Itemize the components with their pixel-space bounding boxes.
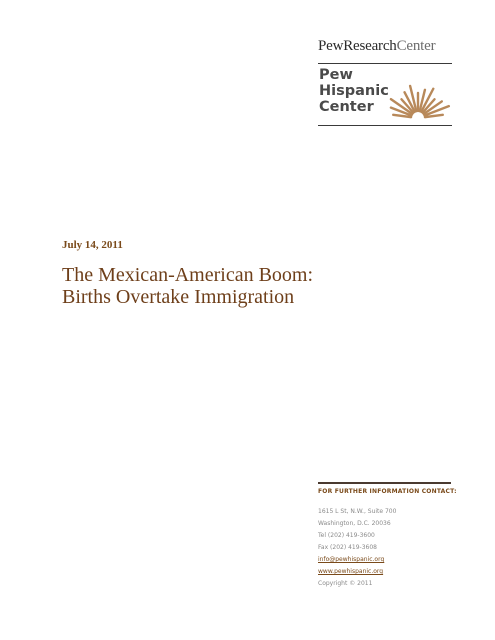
copyright-notice: Copyright © 2011: [318, 580, 373, 587]
pew-hispanic-center-logo-text: [319, 67, 389, 115]
pew-research-center-wordmark: [318, 38, 435, 55]
report-title-line-1: The Mexican-American Boom:: [62, 264, 314, 286]
contact-fax: Fax (202) 419-3608: [318, 544, 377, 551]
logo-line-3: Center: [319, 99, 374, 115]
report-title-line-2: Births Overtake Immigration: [62, 286, 295, 308]
contact-block: [318, 506, 396, 590]
brand-dark-text: PewResearch: [318, 38, 397, 54]
report-date: July 14, 2011: [62, 239, 123, 251]
contact-website-link[interactable]: www.pewhispanic.org: [318, 568, 384, 575]
contact-divider: [318, 482, 451, 484]
contact-phone: Tel (202) 419-3600: [318, 532, 375, 539]
contact-heading: FOR FURTHER INFORMATION CONTACT:: [318, 488, 457, 495]
sunburst-logo-icon: [384, 78, 452, 120]
logo-line-1: Pew: [319, 67, 353, 83]
brand-light-text: Center: [396, 38, 436, 54]
contact-email-link[interactable]: info@pewhispanic.org: [318, 556, 385, 563]
contact-address-line-1: 1615 L St, N.W., Suite 700: [318, 508, 397, 515]
report-title: [62, 264, 392, 308]
contact-address-line-2: Washington, D.C. 20036: [318, 520, 391, 527]
header-divider-bottom: [318, 125, 452, 126]
logo-line-2: Hispanic: [319, 83, 389, 99]
header-divider-top: [318, 63, 452, 64]
